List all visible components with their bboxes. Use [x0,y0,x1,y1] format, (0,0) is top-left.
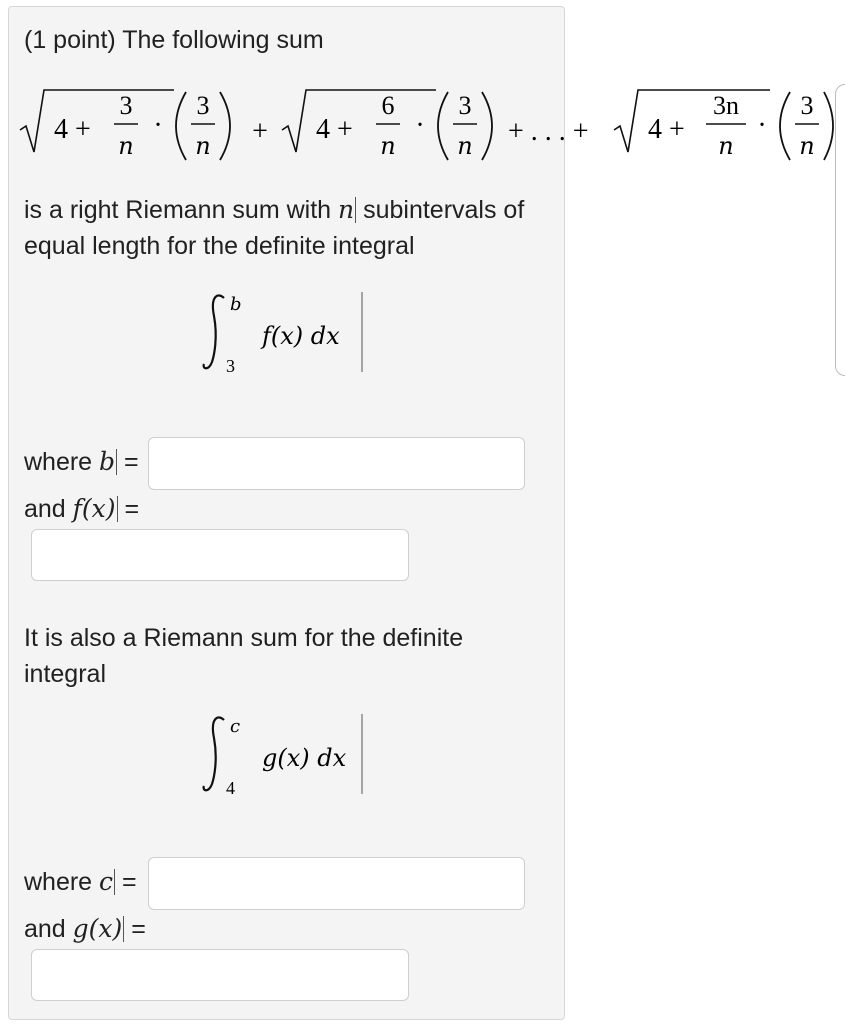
statement-line-1: is a right Riemann sum with n subintervals of [24,195,525,224]
paren-denominator: n [799,132,815,160]
radical-sign [614,90,770,152]
g-label: and g(x) = [24,914,146,943]
radical-sign [20,90,174,152]
dot-operator: · [153,110,163,141]
paren-denominator: n [457,132,473,160]
paren-denominator: n [195,132,211,160]
b-label: where b = [24,447,139,476]
riemann-sum-expression [20,82,845,172]
radicand: 4 + [648,114,685,145]
paren-numerator: 3 [458,91,472,120]
c-input[interactable] [148,857,525,910]
paren-right [220,92,230,160]
f-input[interactable] [31,529,409,581]
radicand: 4 + [316,114,353,145]
radical-sign [282,90,436,152]
denominator: n [380,132,396,160]
integral-upper-limit: b [230,294,242,315]
integral-sign [204,717,224,790]
integrand: g(x) dx [262,744,347,772]
sum-term-2 [282,90,492,160]
integral-upper-limit: c [230,716,241,737]
integral-lower-limit: 3 [226,356,235,376]
integral-f [200,286,370,378]
denominator: n [718,132,734,160]
paren-right [824,92,833,160]
b-input[interactable] [148,437,525,490]
paren-left [176,92,186,160]
question-intro: (1 point) The following sum [24,26,324,54]
numerator: 3n [713,91,739,120]
integral-sign [204,295,224,368]
radicand: 4 + [54,114,91,145]
numerator: 3 [119,91,133,120]
statement2-line-2: integral [24,660,106,688]
f-label: and f(x) = [24,494,140,523]
sum-term-1 [20,90,230,160]
denominator: n [118,132,134,160]
paren-numerator: 3 [800,91,814,120]
statement-line-2: equal length for the definite integral [24,232,415,260]
g-input[interactable] [31,949,409,1001]
integral-g [200,708,370,800]
plus-operator: + [252,116,268,147]
integral-lower-limit: 4 [226,778,235,798]
dot-operator: · [415,110,425,141]
c-label: where c = [24,867,137,896]
statement2-line-1: It is also a Riemann sum for the definite [24,624,464,652]
paren-left [438,92,448,160]
numerator: 6 [381,91,395,120]
integrand: f(x) dx [262,322,340,350]
paren-left [780,92,790,160]
dot-operator: · [757,110,767,141]
paren-right [482,92,492,160]
sum-term-n [614,90,833,160]
paren-numerator: 3 [196,91,210,120]
var-n: n [338,195,355,224]
ellipsis-operator: + . . . + [508,116,589,147]
